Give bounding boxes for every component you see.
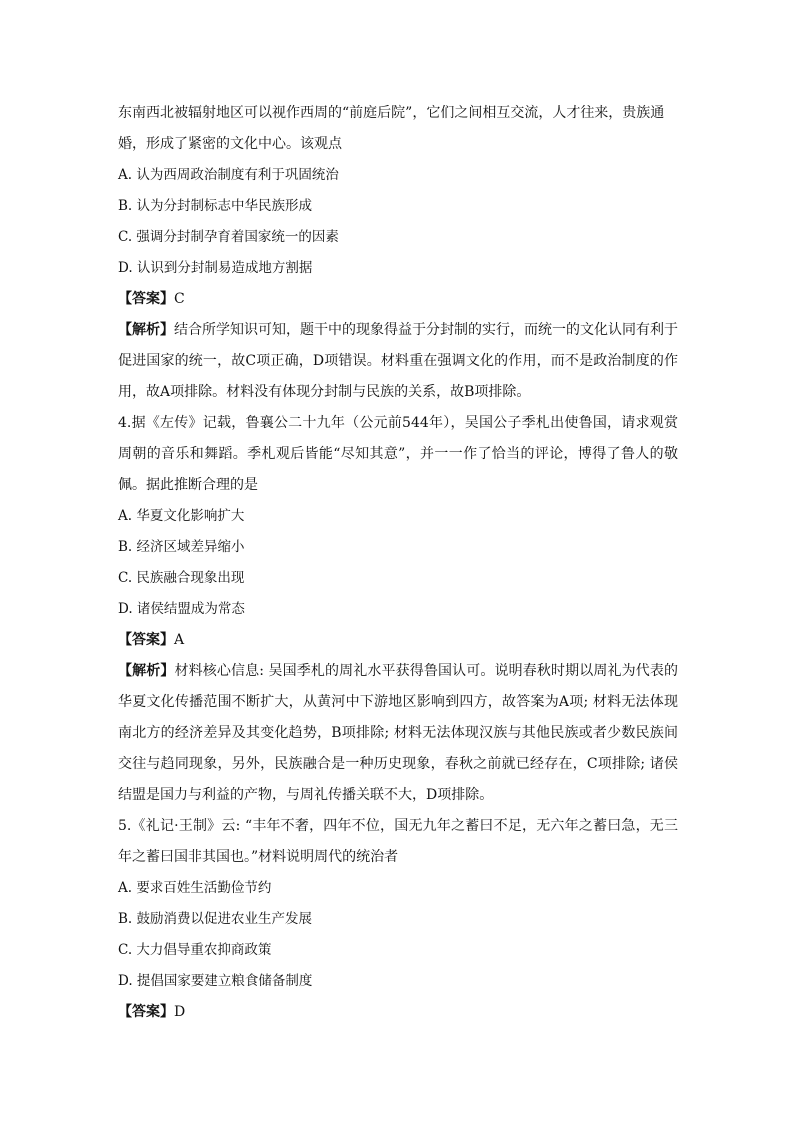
option-c: C. 强调分封制孕育着国家统一的因素 [118, 229, 339, 245]
answer-tag: 【答案】 [118, 291, 174, 307]
answer-tag: 【答案】 [118, 1004, 174, 1020]
answer-value: D [174, 1004, 186, 1020]
option-b: B. 认为分封制标志中华民族形成 [118, 198, 313, 214]
analysis-text: 结合所学知识可知，题干中的现象得益于分封制的实行，而统一的文化认同有利于促进国家的统一，故C项正确，D项错误。材料重在强调文化的作用，而不是政治制度的作用，故A项排除。材料没有体现分封制与民族的关系，故B项排除。 [118, 322, 678, 400]
option-d: D. 提倡国家要建立粮食储备制度 [118, 973, 313, 989]
analysis-text: 材料核心信息: 吴国季札的周礼水平获得鲁国认可。说明春秋时期以周礼为代表的华夏文化传播范围不断扩大，从黄河中下游地区影响到四方，故答案为A项; 材料无法体现南北方的经济差异及其变化趋势，B项排除; 材料无法体现汉族与其他民族或者少数民族间交往与趋同现象，另外，民族融合是一种历史现象，春秋之前就已经存在，C项排除; 诸侯结盟是国力与利益的产物，与周礼传播关联不大，D项排除。 [118, 663, 678, 803]
question-4 [118, 408, 678, 811]
question-stem-line: 东南西北被辐射地区可以视作西周的“前庭后院”，它们之间相互交流，人才往来，贵族通 [118, 105, 665, 121]
answer-line [118, 625, 678, 656]
option-a: A. 华夏文化影响扩大 [118, 508, 245, 524]
answer-tag: 【答案】 [118, 632, 174, 648]
option-d: D. 认识到分封制易造成地方割据 [118, 260, 313, 276]
question-stem-line: 婚，形成了紧密的文化中心。该观点 [118, 136, 342, 152]
option-c: C. 大力倡导重农抑商政策 [118, 942, 272, 958]
option-d: D. 诸侯结盟成为常态 [118, 601, 245, 617]
analysis-tag: 【解析】 [118, 663, 175, 679]
option-b: B. 鼓励消费以促进农业生产发展 [118, 911, 313, 927]
option-c: C. 民族融合现象出现 [118, 570, 245, 586]
answer-value: A [174, 632, 185, 648]
question-stem: 5.《礼记·王制》云: “丰年不奢，四年不位，国无九年之蓄曰不足，无六年之蓄曰急，无三年之蓄曰国非其国也。”材料说明周代的统治者 [118, 818, 678, 865]
question-stem: 4.据《左传》记载，鲁襄公二十九年（公元前544年），吴国公子季札出使鲁国，请求观赏周朝的音乐和舞蹈。季札观后皆能“尽知其意”，并一一作了恰当的评论，博得了鲁人的敬佩。据此推断合理的是 [118, 415, 678, 493]
answer-line [118, 284, 678, 315]
option-a: A. 认为西周政治制度有利于巩固统治 [118, 167, 339, 183]
question-3 [118, 98, 678, 408]
question-5 [118, 811, 678, 1028]
analysis-tag: 【解析】 [118, 322, 174, 338]
answer-line [118, 997, 678, 1028]
document-page [118, 98, 678, 1028]
analysis-paragraph [118, 315, 678, 408]
answer-value: C [174, 291, 185, 307]
option-b: B. 经济区域差异缩小 [118, 539, 245, 555]
analysis-paragraph [118, 656, 678, 811]
option-a: A. 要求百姓生活勤俭节约 [118, 880, 272, 896]
